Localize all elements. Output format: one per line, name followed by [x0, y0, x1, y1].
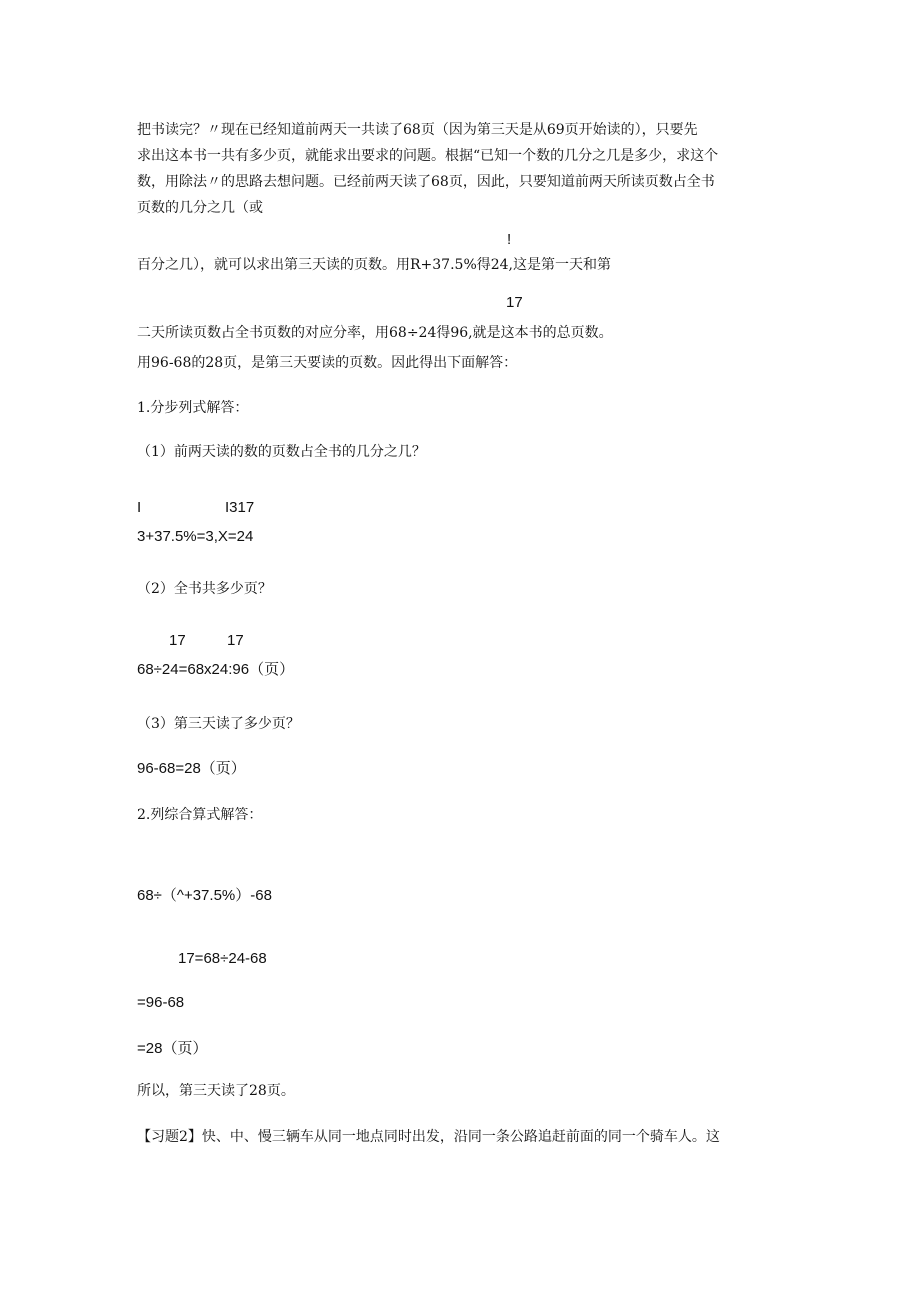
step-1-marks-right: I317	[225, 499, 255, 516]
step-2-marks-a: 17	[169, 632, 186, 649]
step-3-formula: 96-68=28（页）	[137, 760, 246, 777]
step-2-marks-b: 17	[227, 632, 244, 649]
paragraph-1-line-1: 把书读完？〃现在已经知道前两天一共读了68页（因为第三天是从69页开始读的），只要先	[137, 122, 698, 138]
paragraph-1-line-4: 页数的几分之几（或	[137, 200, 263, 216]
step-2-formula: 68÷24=68x24:96（页）	[137, 661, 295, 678]
method-2-title: 2.列综合算式解答：	[137, 807, 263, 823]
method-2-line-2: 17=68÷24-68	[178, 950, 267, 967]
exercise-2-statement: 【习题2】快、中、慢三辆车从同一地点同时出发，沿同一条公路追赶前面的同一个骑车人。这	[137, 1129, 720, 1145]
conclusion: 所以，第三天读了28页。	[137, 1083, 295, 1099]
step-1-question: （1）前两天读的数的页数占全书的几分之几？	[137, 444, 426, 460]
paragraph-1-line-3: 数，用除法〃的思路去想问题。已经前两天读了68页，因此，只要知道前两天所读页数占全书	[137, 174, 715, 190]
step-1-marks-left: I	[137, 499, 142, 516]
fraction-mark: 17	[506, 294, 523, 311]
method-2-line-3: =96-68	[137, 994, 185, 1011]
stray-mark: !	[507, 231, 512, 248]
paragraph-1-line-2: 求出这本书一共有多少页，就能求出要求的问题。根据“已知一个数的几分之几是多少，求这个	[137, 148, 719, 164]
method-2-line-4: =28（页）	[137, 1040, 208, 1057]
step-2-question: （2）全书共多少页？	[137, 581, 272, 597]
paragraph-2-line-2: 二天所读页数占全书页数的对应分率，用68÷24得96,就是这本书的总页数。	[137, 325, 613, 341]
method-2-line-1: 68÷（^+37.5%）-68	[137, 887, 272, 904]
method-1-title: 1.分步列式解答：	[137, 400, 249, 416]
step-1-formula: 3+37.5%=3,X=24	[137, 528, 254, 545]
paragraph-3: 用96-68的28页，是第三天要读的页数。因此得出下面解答：	[137, 355, 518, 371]
step-3-question: （3）第三天读了多少页？	[137, 716, 300, 732]
paragraph-2-line-1: 百分之几），就可以求出第三天读的页数。用R+37.5%得24,这是第一天和第	[137, 257, 612, 273]
